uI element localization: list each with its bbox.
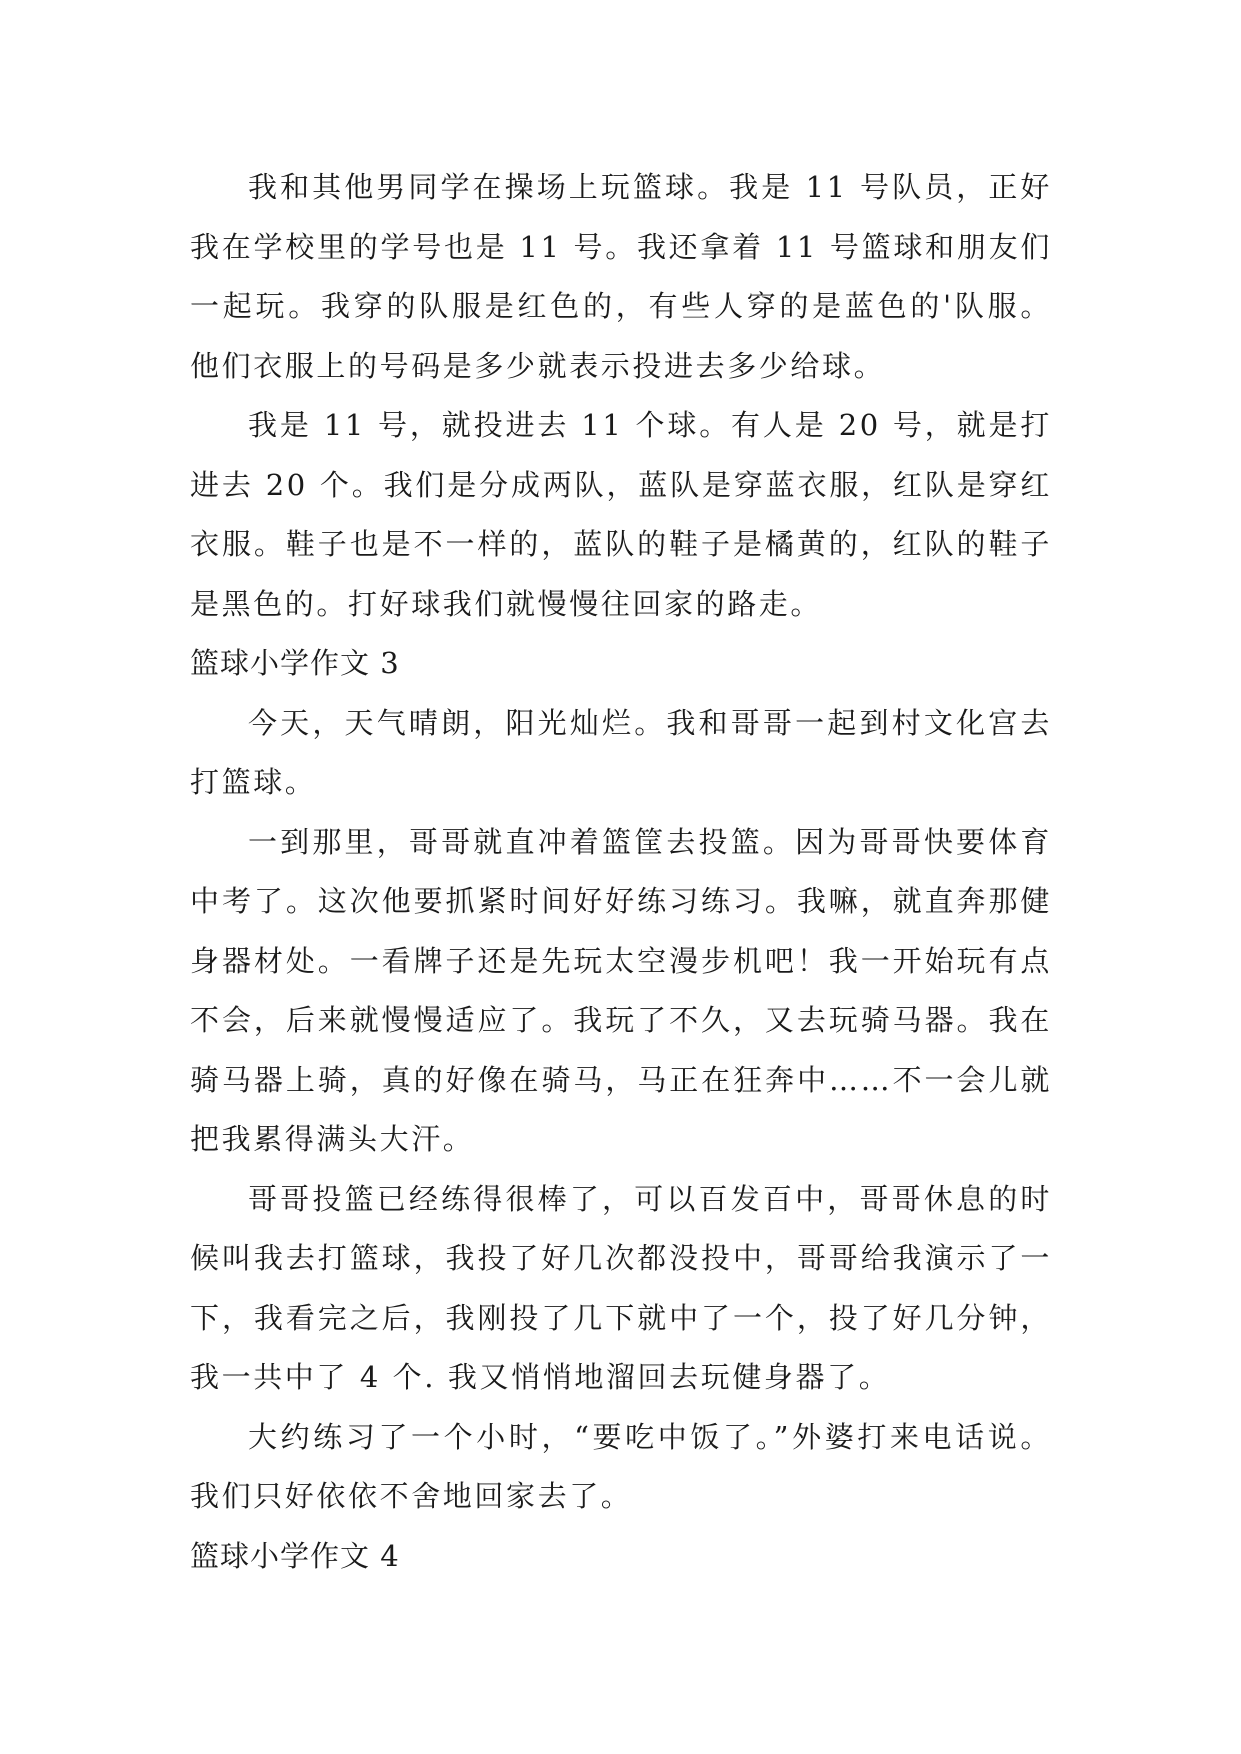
- paragraph: 大约练习了一个小时，“要吃中饭了。”外婆打来电话说。我们只好依依不舍地回家去了。: [190, 1419, 1052, 1513]
- paragraph: 一到那里，哥哥就直冲着篮筐去投篮。因为哥哥快要体育中考了。这次他要抓紧时间好好练习练习。我嘛，就直奔那健身器材处。一看牌子还是先玩太空漫步机吧！我一开始玩有点不会，后来就慢慢适应了。我玩了不久，又去玩骑马器。我在骑马器上骑，真的好像在骑马，马正在狂奔中……不一会儿就把我累得满头大汗。: [190, 824, 1052, 1156]
- paragraph: 哥哥投篮已经练得很棒了，可以百发百中，哥哥休息的时候叫我去打篮球，我投了好几次都没投中，哥哥给我演示了一下，我看完之后，我刚投了几下就中了一个，投了好几分钟，我一共中了 4 个. 我又悄悄地溜回去玩健身器了。: [190, 1181, 1052, 1394]
- section-heading: 篮球小学作文 4: [190, 1538, 400, 1573]
- paragraph: 我是 11 号，就投进去 11 个球。有人是 20 号，就是打进去 20 个。我们是分成两队，蓝队是穿蓝衣服，红队是穿红衣服。鞋子也是不一样的，蓝队的鞋子是橘黄的，红队的鞋子是黑色的。打好球我们就慢慢往回家的路走。: [190, 408, 1052, 621]
- section-heading: 篮球小学作文 3: [190, 646, 400, 680]
- paragraph: 今天，天气晴朗，阳光灿烂。我和哥哥一起到村文化宫去打篮球。: [190, 705, 1052, 799]
- document-body: [190, 158, 1052, 1586]
- paragraph: 我和其他男同学在操场上玩篮球。我是 11 号队员，正好我在学校里的学号也是 11 号。我还拿着 11 号篮球和朋友们一起玩。我穿的队服是红色的，有些人穿的是蓝色的'队服。他们衣服上的号码是多少就表示投进去多少给球。: [190, 170, 1052, 383]
